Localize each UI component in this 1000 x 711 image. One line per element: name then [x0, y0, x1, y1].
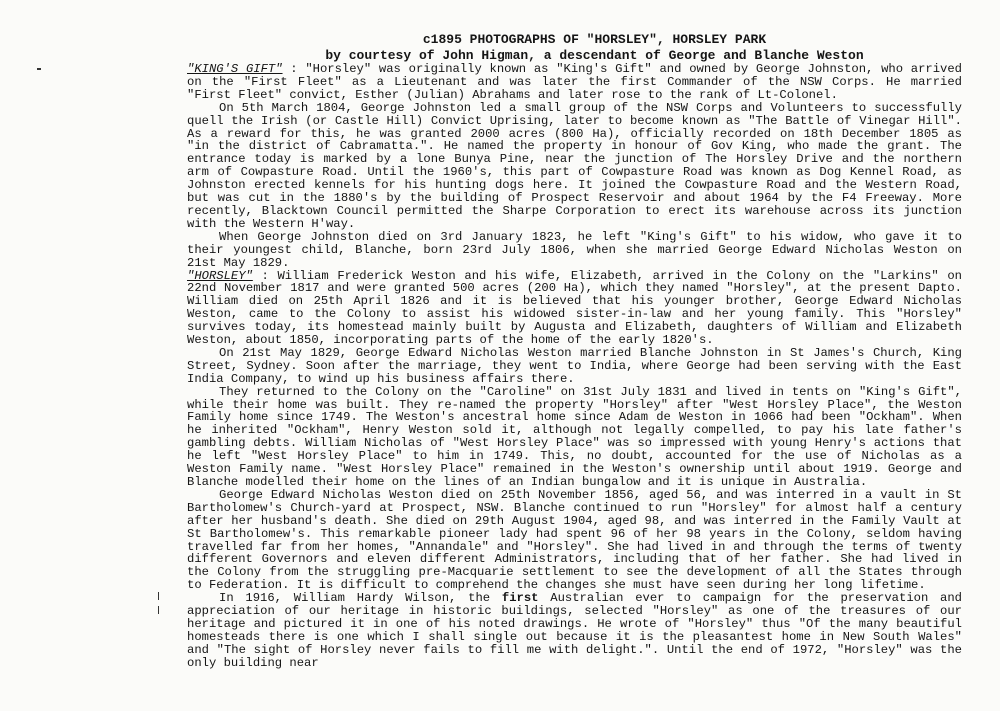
paragraph-vinegar-hill: On 5th March 1804, George Johnston led a small group of the NSW Corps and Volunteers to successfully quell the Irish (or Castle Hill) Convict Uprising, later to become known as "The Battle of Vinegar Hill". As a reward for this, he was granted 2000 acres (800 Ha), officially recorded on 18th December 1805 as "in the district of Cabramatta.". He named the property in honour of Gov King, who made the grant. The entrance today is marked by a lone Bunya Pine, near the junction of The Horsley Drive and the northern arm of Cowpasture Road. Until the 1960's, this part of Cowpasture Road was known as Dog Kennel Road, as Johnston erected kennels for his hunting dogs here. It joined the Cowpasture Road and the Western Road, but was cut in the 1880's by the building of Prospect Reservoir and about 1964 by the F4 Freeway. More recently, Blacktown Council permitted the Sharpe Corporation to erect its warehouse across its junction with the Western H'way.: [187, 100, 962, 231]
paragraph-marriage: On 21st May 1829, George Edward Nicholas Weston married Blanche Johnston in St James's Church, King Street, Sydney. Soon after the marriage, they went to India, where George had been serving with the East India Company, to wind up his business affairs there.: [187, 345, 962, 386]
paragraph-text: : "Horsley" was originally known as "King's Gift" and owned by George Johnston, who arrived on the "First Fleet" as a Lieutenant and was later the first Commander of the NSW Corps. He married "First Fleet" convict, Esther (Julian) Abrahams and later rose to the rank of Lt-Colonel.: [187, 62, 962, 102]
paragraph-johnston-death: When George Johnston died on 3rd January 1823, he left "King's Gift" to his widow, who gave it to their youngest child, Blanche, born 23rd July 1806, when she married George Edward Nicholas Weston on 21st May 1829.: [187, 229, 962, 270]
paragraph-text: : William Frederick Weston and his wife, Elizabeth, arrived in the Colony on the "Larkins" on 22nd November 1817 and were granted 500 acres (200 Ha), which they named "Horsley", at the present Dapto. William died on 25th April 1826 and it is believed that his younger brother, George Edward Nicholas Weston, came to the Colony to assist his widowed sister-in-law and her young family. This "Horsley" survives today, its homestead mainly built by Augusta and Elizabeth, daughters of William and Elizabeth Weston, about 1850, incorporating parts of the home of the early 1820's.: [187, 268, 962, 348]
section-heading-horsley: "HORSLEY": [187, 268, 253, 283]
paragraph-horsley: [187, 270, 962, 347]
scan-mark: [158, 606, 159, 614]
document-subtitle: by courtesy of John Higman, a descendant of George and Blanche Weston: [325, 48, 864, 63]
document-body: [187, 63, 962, 670]
paragraph-blanche: George Edward Nicholas Weston died on 25th November 1856, aged 56, and was interred in a vault in St Bartholomew's Church-yard at Prospect, NSW. Blanche continued to run "Horsley" for almost half a century after her husband's death. She died on 29th August 1904, aged 98, and was interred in the Family Vault at St Bartholomew's. This remarkable pioneer lady had spent 96 of her 98 years in the Colony, seldom having travelled far from her homes, "Annandale" and "Horsley". She had lived in and through the terms of twenty different Governors and eleven different Administrators, including that of her father. She had lived in the Colony from the struggling pre-Macquarie settlement to see the development of all the States through to Federation. It is difficult to comprehend the changes she must have seen during her long lifetime.: [187, 487, 962, 593]
paragraph-text: In 1916, William Hardy Wilson, the: [219, 591, 502, 606]
paragraph-text: Australian ever to campaign for the preservation and appreciation of our heritage in historic buildings, selected "Horsley" as one of the treasures of our heritage and pictured it in one of his noted drawings. He wrote of "Horsley" thus "Of the many beautiful homesteads there is one which I shall single out because it is the pleasantest home in New South Wales" and "The sight of Horsley never fails to fill me with delight.". Until the end of 1972, "Horsley" was the only building near: [187, 591, 962, 670]
paragraph-return: They returned to the Colony on the "Caroline" on 31st July 1831 and lived in tents on "King's Gift", while their home was built. They re-named the property "Horsley" after "West Horsley Place", the Weston Family home since 1749. The Weston's ancestral home since Adam de Weston in 1066 had been "Ockham". When he inherited "Ockham", Henry Weston sold it, although not legally compelled, to pay his late father's gambling debts. William Nicholas of "West Horsley Place" was so impressed with young Henry's actions that he left "West Horsley Place" to him in 1749. This, no doubt, accounted for the use of Nicholas as a Weston Family name. "West Horsley Place" remained in the Weston's ownership until about 1919. George and Blanche modelled their home on the lines of an Indian bungalow and it is unique in Australia.: [187, 384, 962, 489]
emphasis-first: first: [501, 591, 539, 606]
document-title: c1895 PHOTOGRAPHS OF "HORSLEY", HORSLEY PARK: [422, 32, 767, 47]
paragraph-kings-gift: [187, 63, 962, 102]
paragraph-hardy-wilson: [187, 592, 962, 669]
scan-mark: [158, 592, 159, 600]
scan-mark: [37, 68, 41, 70]
section-heading-kings-gift: "KING'S GIFT": [187, 62, 283, 76]
